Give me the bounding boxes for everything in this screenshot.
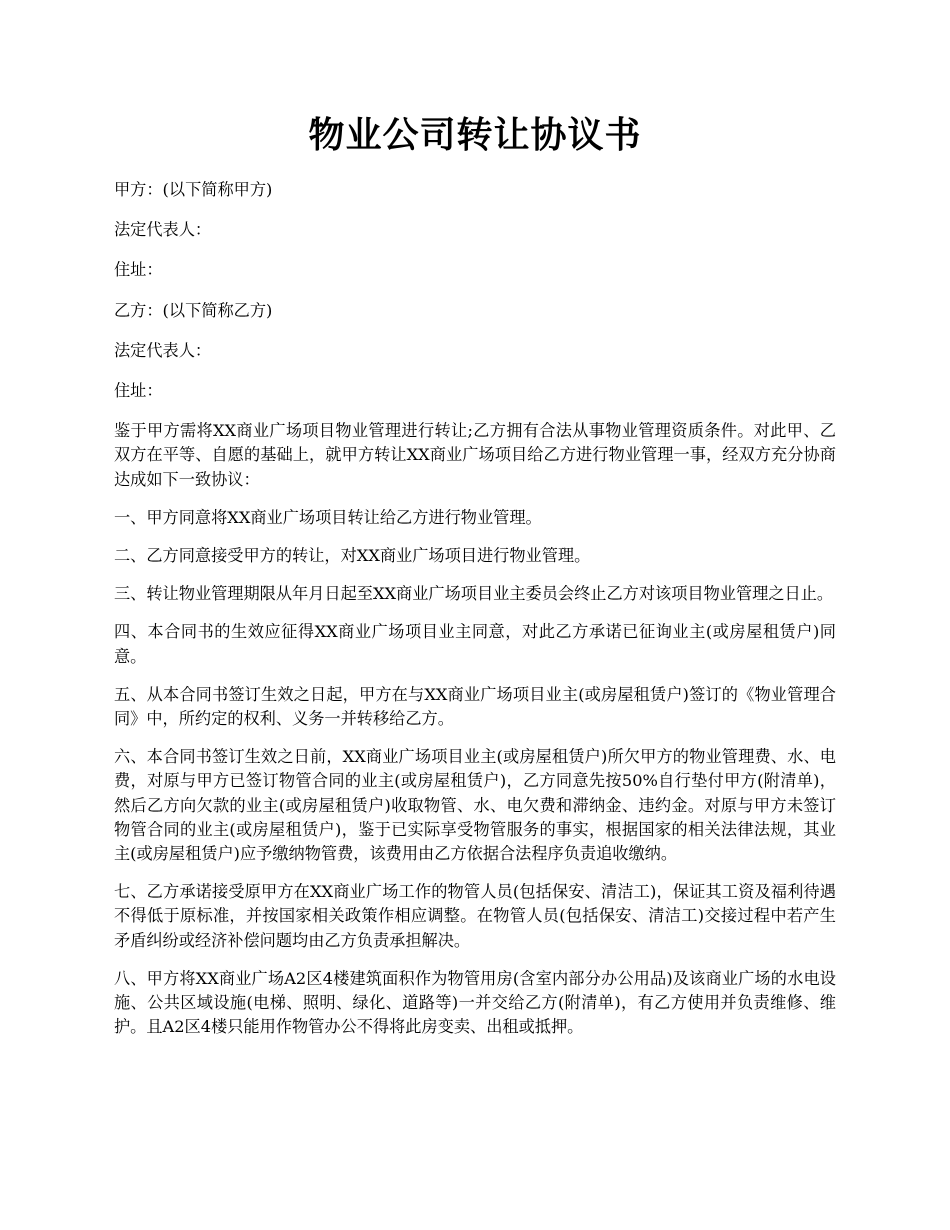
clause-2: 二、乙方同意接受甲方的转让，对XX商业广场项目进行物业管理。 [114, 546, 591, 566]
party-b-address: 住址： [114, 381, 163, 401]
preamble-paragraph: 鉴于甲方需将XX商业广场项目物业管理进行转让;乙方拥有合法从事物业管理资质条件。对此甲、乙双方在平等、自愿的基础上，就甲方转让XX商业广场项目给乙方进行物业管理一事，经双方充分协商达成如下一致协议： [114, 421, 836, 489]
clause-1: 一、甲方同意将XX商业广场项目转让给乙方进行物业管理。 [114, 507, 542, 527]
clause-5: 五、从本合同书签订生效之日起，甲方在与XX商业广场项目业主(或房屋租赁户)签订的《物业管理合同》中，所约定的权利、义务一并转移给乙方。 [114, 684, 836, 729]
clause-6: 六、本合同书签订生效之日前，XX商业广场项目业主(或房屋租赁户)所欠甲方的物业管理费、水、电费，对原与甲方已签订物管合同的业主(或房屋租赁户)，乙方同意先按50%自行垫付甲方(附清单)，然后乙方向欠款的业主(或房屋租赁户)收取物管、水、电欠费和滞纳金、违约金。对原与甲方未签订物管合同的业主(或房屋租赁户)，鉴于已实际享受物管服务的事实，根据国家的相关法律法规，其业主(或房屋租赁户)应予缴纳物管费，该费用由乙方依据合法程序负责追收缴纳。 [114, 747, 836, 864]
clause-4: 四、本合同书的生效应征得XX商业广场项目业主同意，对此乙方承诺已征询业主(或房屋租赁户)同意。 [114, 622, 836, 666]
clause-8: 八、甲方将XX商业广场A2区4楼建筑面积作为物管用房(含室内部分办公用品)及该商业广场的水电设施、公共区域设施(电梯、照明、绿化、道路等)一并交给乙方(附清单)，有乙方使用并负责维修、维护。且A2区4楼只能用作物管办公不得将此房变卖、出租或抵押。 [114, 968, 836, 1037]
party-a-address: 住址： [114, 260, 163, 280]
document-title: 物业公司转让协议书 [308, 115, 642, 156]
party-b-representative: 法定代表人： [114, 340, 212, 360]
document-body [114, 178, 836, 1053]
clause-7: 七、乙方承诺接受原甲方在XX商业广场工作的物管人员(包括保安、清洁工)，保证其工资及福利待遇不得低于原标准，并按国家相关政策作相应调整。在物管人员(包括保安、清洁工)交接过程中若产生矛盾纠纷或经济补偿问题均由乙方负责承担解决。 [114, 882, 836, 950]
clause-3: 三、转让物业管理期限从年月日起至XX商业广场项目业主委员会终止乙方对该项目物业管理之日止。 [114, 584, 834, 604]
party-a-representative: 法定代表人： [114, 220, 212, 240]
party-b-line: 乙方：(以下简称乙方) [114, 300, 273, 320]
party-a-line: 甲方：(以下简称甲方) [114, 180, 273, 199]
